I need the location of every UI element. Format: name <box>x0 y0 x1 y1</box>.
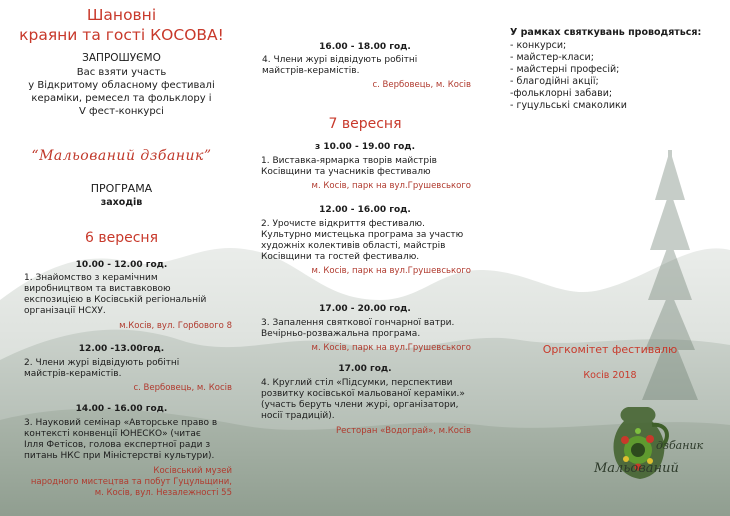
organizing-committee: Оргкомітет фестивалю <box>542 343 678 356</box>
logo-text-dzbanyk: дзбаник <box>656 439 704 452</box>
event-time: 17.00 - 20.00 год. <box>319 304 411 314</box>
list-item: - гуцульські смаколики <box>510 100 627 111</box>
event-location: м. Косів, парк на вул.Грушевського <box>311 181 471 191</box>
invite-line-1: Вас взяти участь <box>76 67 167 78</box>
invite-line-2: у Відкритому обласному фестивалі <box>28 80 215 91</box>
list-item: - благодійні акції; <box>510 76 599 87</box>
event-text: 1. Знайомство з керамічним виробництвом та виставковою експозицією в Косівській регіональній організації НСХУ. <box>24 273 207 316</box>
event-time: 16.00 - 18.00 год. <box>319 42 411 52</box>
activities-list <box>510 40 720 112</box>
festival-logo <box>590 395 720 505</box>
invite-heading: ЗАПРОШУЄМО <box>82 52 161 64</box>
activities-title: У рамках святкувань проводяться: <box>510 27 702 38</box>
event-location: Косівський музей народного мистецтва та побут Гуцульщини, м. Косів, вул. Незалежності 55 <box>30 466 232 498</box>
list-item: - майстерні професій; <box>510 64 620 75</box>
event-time: 12.00 -13.00год. <box>78 344 165 354</box>
day-7-heading: 7 вересня <box>328 116 402 132</box>
event-text: 3. Науковий семінар «Авторське право в контексті конвенції ЮНЕСКО» (читає Ілля Фетісов, голова експертної ради з питань НКС при Міністерстві культури). <box>24 418 218 461</box>
event-location: м. Косів, парк на вул.Грушевського <box>311 343 471 353</box>
greeting-line-2: краяни та гості КОСОВА! <box>19 26 224 44</box>
event-location: с. Вербовець, м. Косів <box>133 383 232 393</box>
event-text: 1. Виставка-ярмарка творів майстрів Косівщини та учасників фестивалю <box>261 156 437 177</box>
event-text: 2. Урочисте відкриття фестивалю. Культурно мистецька програма за участю художніх колективів області, майстрів Косівщини та гостей фестивалю. <box>261 219 464 262</box>
event-text: 3. Запалення святкової гончарної ватри. Вечірньо-розважальна програма. <box>261 318 455 339</box>
event-time: 12.00 - 16.00 год. <box>319 205 411 215</box>
list-item: -фольклорні забави; <box>510 88 613 99</box>
event-text: 2. Члени журі відвідують робітні майстрів-керамістів. <box>24 358 180 379</box>
invite-line-3: кераміки, ремесел та фольклору і <box>31 93 212 104</box>
event-location: м. Косів, парк на вул.Грушевського <box>311 266 471 276</box>
event-time: 10.00 - 12.00 год. <box>75 260 168 270</box>
program-title: ПРОГРАМА <box>90 182 153 195</box>
event-location: Ресторан «Водограй», м.Косів <box>336 426 471 436</box>
event-text: 4. Члени журі відвідують робітні майстрів-керамістів. <box>262 55 418 76</box>
event-time: з 10.00 - 19.00 год. <box>314 142 415 152</box>
list-item: - майстер-класи; <box>510 52 594 63</box>
event-location: с. Вербовець, м. Косів <box>372 80 471 90</box>
list-item: - конкурси; <box>510 40 567 51</box>
place-year: Косів 2018 <box>583 370 637 381</box>
event-location: м.Косів, вул. Горбового 8 <box>119 321 232 331</box>
logo-text-malovanyi: Мальований <box>594 461 679 476</box>
event-time: 14.00 - 16.00 год. <box>75 404 168 414</box>
event-time: 17.00 год. <box>338 364 392 374</box>
greeting-line-1: Шановні <box>86 6 157 24</box>
event-text: 4. Круглий стіл «Підсумки, перспективи розвитку косівської мальованої кераміки.» (участь беруть члени журі, організатори, носії традицій). <box>261 378 465 421</box>
festival-name: “Мальований дзбаник” <box>31 148 212 164</box>
day-6-heading: 6 вересня <box>85 230 158 246</box>
invite-line-4: V фест-конкурсі <box>79 106 164 117</box>
program-subtitle: заходів <box>100 197 143 208</box>
